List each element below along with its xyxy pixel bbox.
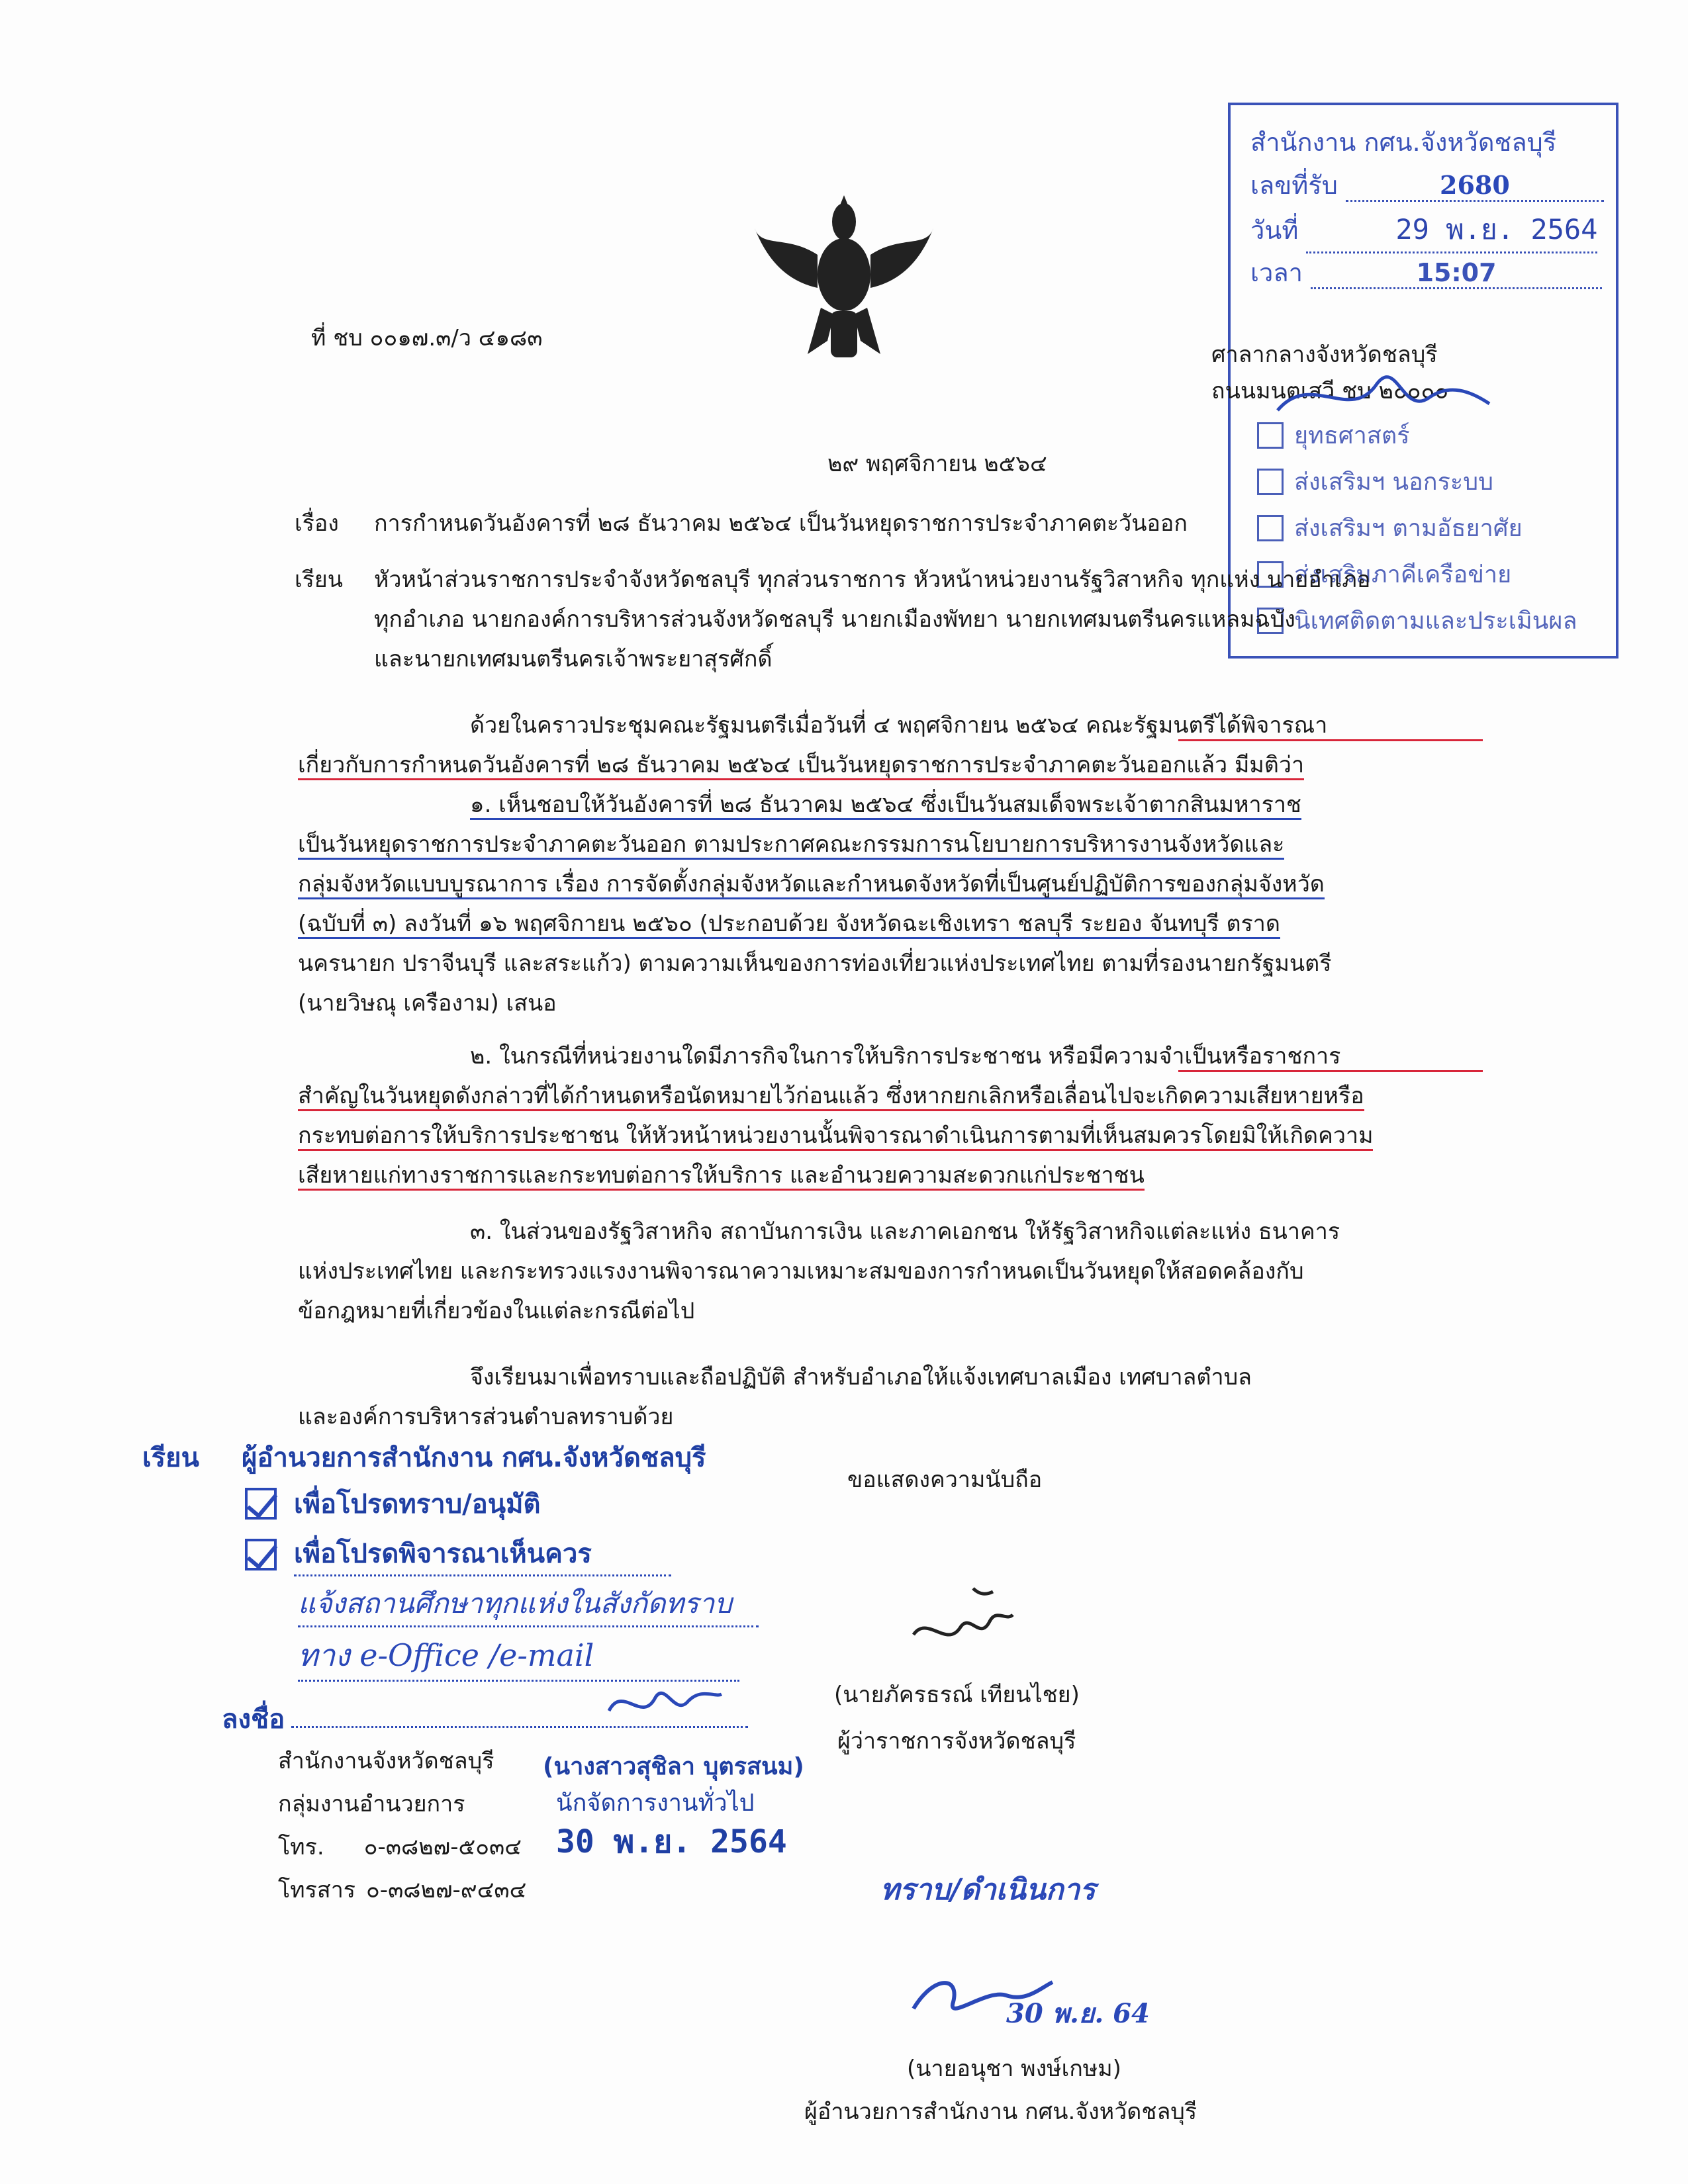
issuer-initial-scribble-icon bbox=[1271, 357, 1496, 437]
item3-line: ๓. ในส่วนของรัฐวิสาหกิจ สถาบันการเงิน และภาคเอกชน ให้รัฐวิสาหกิจแต่ละแห่ง ธนาคาร bbox=[470, 1218, 1340, 1245]
governor-signature-icon bbox=[907, 1575, 1019, 1668]
issuer-address: ถนนมนตเสวี ชบ ๒๐๐๐๐ bbox=[1211, 378, 1448, 404]
memo-handwritten-line: แจ้งสถานศึกษาทุกแห่งในสังกัดทราบ bbox=[298, 1582, 759, 1627]
memo-handwritten-line: ทาง e-Office /e-mail bbox=[298, 1631, 739, 1682]
subject-label: เรื่อง bbox=[295, 510, 339, 537]
memo-sign-label: ลงชื่อ bbox=[222, 1698, 748, 1740]
stamp-date bbox=[1250, 208, 1597, 253]
sender-tel: โทร. ๐-๓๘๒๗-๕๐๓๔ bbox=[278, 1834, 522, 1860]
garuda-emblem-icon bbox=[748, 182, 940, 374]
stamp-time bbox=[1250, 252, 1602, 293]
closing-line: และองค์การบริหารส่วนตำบลทราบด้วย bbox=[298, 1404, 674, 1430]
item2-line: กระทบต่อการให้บริการประชาชน ให้หัวหน้าหน่วยงานนั้นพิจารณาดำเนินการตามที่เห็นสมควรโดยมิให้เกิดความ bbox=[298, 1122, 1373, 1150]
to-label: เรียน bbox=[295, 567, 344, 593]
regards-text: ขอแสดงความนับถือ bbox=[847, 1467, 1043, 1493]
item1-line: (นายวิษณุ เครืองาม) เสนอ bbox=[298, 990, 557, 1017]
memo-option-approve: เพื่อโปรดทราบ/อนุมัติ bbox=[245, 1482, 540, 1525]
sender-office: สำนักงานจังหวัดชลบุรี bbox=[278, 1748, 494, 1774]
red-underline bbox=[1178, 711, 1483, 741]
checkbox-icon bbox=[1257, 469, 1284, 495]
sender-fax: โทรสาร ๐-๓๘๒๗-๙๔๓๔ bbox=[278, 1877, 527, 1903]
item1-line: เป็นวันหยุดราชการประจำภาคตะวันออก ตามประกาศคณะกรรมการนโยบายการบริหารงานจังหวัดและ bbox=[298, 831, 1284, 858]
receive-no-value: 2680 bbox=[1346, 170, 1604, 202]
item2-line: สำคัญในวันหยุดดังกล่าวที่ได้กำหนดหรือนัดหมายไว้ก่อนแล้ว ซึ่งหากยกเลิกหรือเลื่อนไปจะเกิดความเสียหายหรือ bbox=[298, 1082, 1364, 1110]
item1-line: ๑. เห็นชอบให้วันอังคารที่ ๒๘ ธันวาคม ๒๕๖๔ ซึ่งเป็นวันสมเด็จพระเจ้าตากสินมหาราช bbox=[470, 791, 1301, 819]
intro-line: ด้วยในคราวประชุมคณะรัฐมนตรีเมื่อวันที่ ๔ พฤศจิกายน ๒๕๖๔ คณะรัฐมนตรีได้พิจารณา bbox=[470, 712, 1328, 739]
item1-line: (ฉบับที่ ๓) ลงวันที่ ๑๖ พฤศจิกายน ๒๕๖๐ (ประกอบด้วย จังหวัดฉะเชิงเทรา ชลบุรี ระยอง จันทบุรี ตราด bbox=[298, 910, 1280, 938]
routing-item: ส่งเสริมภาคีเครือข่าย bbox=[1257, 555, 1511, 593]
date-value: 29 พ.ย. 2564 bbox=[1306, 208, 1597, 253]
routing-item: ส่งเสริมฯ นอกระบบ bbox=[1257, 463, 1493, 500]
time-label: เวลา bbox=[1250, 258, 1303, 287]
governor-title: ผู้ว่าราชการจังหวัดชลบุรี bbox=[837, 1728, 1076, 1754]
routing-item: ส่งเสริมฯ ตามอัธยาศัย bbox=[1257, 509, 1523, 547]
receive-no-label: เลขที่รับ bbox=[1250, 171, 1338, 200]
document-number: ที่ ชบ ๐๐๑๗.๓/ว ๔๑๘๓ bbox=[311, 325, 543, 351]
sender-unit: กลุ่มงานอำนวยการ bbox=[278, 1791, 465, 1817]
item3-line: แห่งประเทศไทย และกระทรวงแรงงานพิจารณาความเหมาะสมของการกำหนดเป็นวันหยุดให้สอดคล้องกับ bbox=[298, 1258, 1304, 1285]
intro-line: เกี่ยวกับการกำหนดวันอังคารที่ ๒๘ ธันวาคม ๒๕๖๔ เป็นวันหยุดราชการประจำภาคตะวันออกแล้ว มีมติว่า bbox=[298, 751, 1304, 779]
checkbox-icon bbox=[1257, 515, 1284, 541]
document-date: ๒๙ พฤศจิกายน ๒๕๖๔ bbox=[827, 451, 1047, 477]
memo-signer-name: (นางสาวสุชิลา บุตรสนม) bbox=[543, 1753, 804, 1780]
memo-date-stamp: 30 พ.ย. 2564 bbox=[556, 1823, 787, 1860]
memo-option-consider: เพื่อโปรดพิจารณาเห็นควร bbox=[245, 1532, 671, 1576]
to-line: หัวหน้าส่วนราชการประจำจังหวัดชลบุรี ทุกส่วนราชการ หัวหน้าหน่วยงานรัฐวิสาหกิจ ทุกแห่ง นายอำเภอ bbox=[374, 567, 1371, 593]
item2-line: เสียหายแก่ทางราชการและกระทบต่อการให้บริการ และอำนวยความสะดวกแก่ประชาชน bbox=[298, 1161, 1145, 1189]
to-line: ทุกอำเภอ นายกองค์การบริหารส่วนจังหวัดชลบุรี นายกเมืองพัทยา นายกเทศมนตรีนครแหลมฉบัง bbox=[374, 606, 1295, 633]
item1-line: นครนายก ปราจีนบุรี และสระแก้ว) ตามความเห็นของการท่องเที่ยวแห่งประเทศไทย ตามที่รองนายกรัฐมนตรี bbox=[298, 950, 1332, 977]
routing-item: นิเทศติดตามและประเมินผล bbox=[1257, 602, 1577, 639]
routing-item: ยุทธศาสตร์ bbox=[1257, 416, 1410, 454]
checked-box-icon bbox=[245, 1488, 277, 1520]
item1-line: กลุ่มจังหวัดแบบบูรณาการ เรื่อง การจัดตั้งกลุ่มจังหวัดและกำหนดจังหวัดที่เป็นศูนย์ปฏิบัติการของกลุ่มจังหวัด bbox=[298, 870, 1325, 898]
item3-line: ข้อกฎหมายที่เกี่ยวข้องในแต่ละกรณีต่อไป bbox=[298, 1298, 695, 1324]
director-title: ผู้อำนวยการสำนักงาน กศน.จังหวัดชลบุรี bbox=[804, 2099, 1197, 2125]
issuer-office: ศาลากลางจังหวัดชลบุรี bbox=[1211, 341, 1438, 368]
to-line: และนายกเทศมนตรีนครเจ้าพระยาสุรศักดิ์ bbox=[374, 646, 773, 672]
memo-signer-title: นักจัดการงานทั่วไป bbox=[556, 1790, 755, 1817]
stamp-office: สำนักงาน กศน.จังหวัดชลบุรี bbox=[1250, 128, 1557, 157]
governor-name: (นายภัครธรณ์ เทียนไชย) bbox=[834, 1682, 1080, 1708]
approval-date: 30 พ.ย. 64 bbox=[1006, 1998, 1150, 2029]
time-value: 15:07 bbox=[1311, 258, 1602, 289]
checked-box-icon bbox=[245, 1539, 277, 1570]
stamp-receive-no bbox=[1250, 165, 1604, 205]
approval-note: ทราบ/ดำเนินการ bbox=[880, 1873, 1096, 1907]
closing-line: จึงเรียนมาเพื่อทราบและถือปฏิบัติ สำหรับอำเภอให้แจ้งเทศบาลเมือง เทศบาลตำบล bbox=[470, 1364, 1252, 1390]
red-underline bbox=[1178, 1042, 1483, 1072]
date-label: วันที่ bbox=[1250, 216, 1299, 245]
memo-to-label: เรียน bbox=[142, 1443, 199, 1473]
memo-signature-icon bbox=[596, 1671, 728, 1731]
item2-line: ๒. ในกรณีที่หน่วยงานใดมีภารกิจในการให้บริการประชาชน หรือมีความจำเป็นหรือราชการ bbox=[470, 1043, 1341, 1069]
director-name: (นายอนุชา พงษ์เกษม) bbox=[907, 2056, 1121, 2082]
memo-to-text: ผู้อำนวยการสำนักงาน กศน.จังหวัดชลบุรี bbox=[242, 1443, 706, 1473]
subject-text: การกำหนดวันอังคารที่ ๒๘ ธันวาคม ๒๕๖๔ เป็นวันหยุดราชการประจำภาคตะวันออก bbox=[374, 510, 1188, 537]
